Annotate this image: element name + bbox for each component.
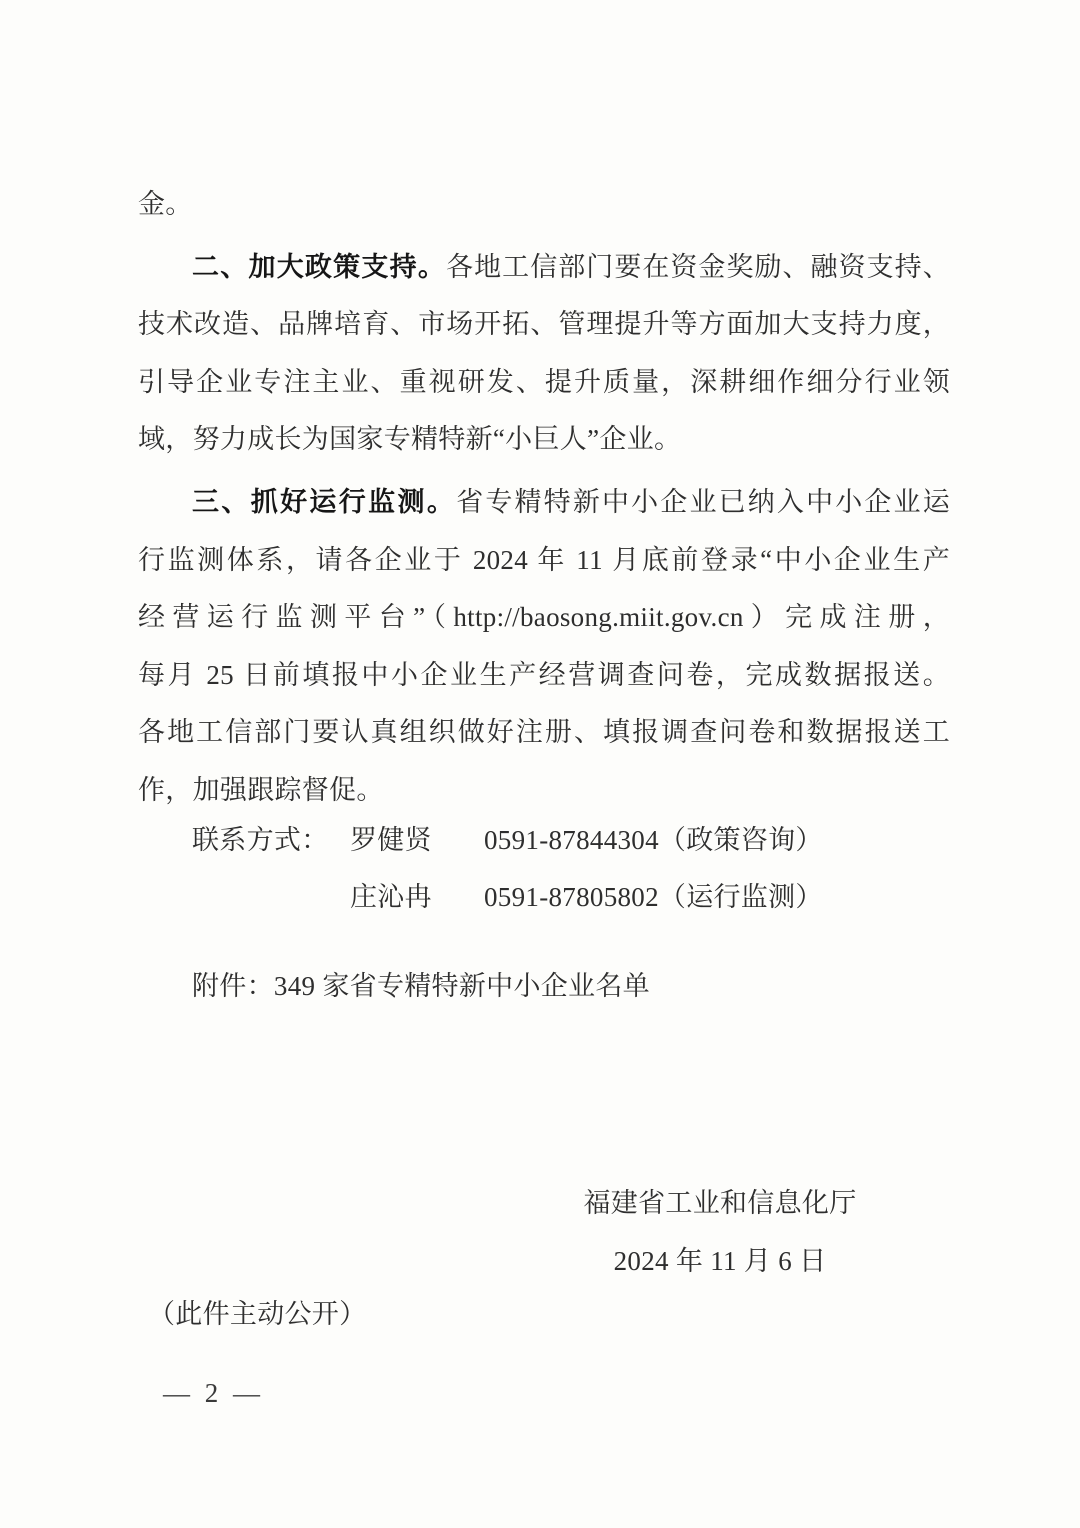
- paragraph-text: 省专精特新中小企业已纳入中小企业运: [456, 486, 950, 517]
- contact-detail: [484, 869, 950, 927]
- issue-date: 2024 年 11 月 6 日: [613, 1245, 827, 1276]
- document-body: [138, 176, 950, 1423]
- attachment-label: 附件：: [192, 970, 274, 1001]
- paragraph-line: 技术改造、品牌培育、市场开拓、管理提升等方面加大支持力度，: [138, 309, 950, 340]
- closing-block: [510, 1175, 930, 1290]
- contact-label-spacer: [192, 869, 350, 927]
- section-2-heading: 二、加大政策支持。: [192, 251, 447, 282]
- contact-block: [138, 812, 950, 927]
- contact-phone: 0591-87844304: [484, 824, 659, 855]
- paragraph-line: 每月 25 日前填报中小企业生产经营调查问卷，完成数据报送。: [138, 659, 950, 690]
- contact-row: [138, 812, 950, 870]
- paragraph-line: [138, 239, 950, 297]
- paragraph-line: [138, 474, 950, 532]
- paragraph-line: 作，加强跟踪督促。: [138, 774, 384, 805]
- section-2-paragraph: [138, 239, 950, 469]
- attachment-text: 349 家省专精特新中小企业名单: [273, 970, 650, 1001]
- section-3-paragraph: [138, 474, 950, 820]
- contact-detail: [484, 812, 950, 870]
- contact-name: 罗健贤: [350, 824, 432, 855]
- contact-note: （政策咨询）: [658, 824, 823, 855]
- attachment-line: [138, 958, 950, 1016]
- paragraph-line: 经营运行监测平台”（http://baosong.miit.gov.cn）完成注册，: [138, 602, 950, 633]
- paragraph-line: 行监测体系，请各企业于 2024 年 11 月底前登录“中小企业生产: [138, 544, 950, 575]
- contact-phone: 0591-87805802: [484, 882, 659, 913]
- section-3-heading: 三、抓好运行监测。: [192, 486, 457, 517]
- paragraph-line: 各地工信部门要认真组织做好注册、填报调查问卷和数据报送工: [138, 717, 950, 748]
- paragraph-line: 引导企业专注主业、重视研发、提升质量，深耕细作细分行业领: [138, 366, 950, 397]
- contact-note: （运行监测）: [658, 882, 823, 913]
- contact-label: 联系方式：: [192, 824, 329, 855]
- issuer-name: 福建省工业和信息化厅: [583, 1188, 857, 1219]
- contact-name: 庄沁冉: [350, 882, 432, 913]
- contact-row: [138, 869, 950, 927]
- disclosure-note: （此件主动公开）: [148, 1298, 367, 1329]
- carryover-line: 金。: [138, 189, 193, 219]
- paragraph-text: 各地工信部门要在资金奖励、融资支持、: [446, 251, 950, 282]
- page-number: — 2 —: [163, 1378, 264, 1409]
- paragraph-line: 域，努力成长为国家专精特新“小巨人”企业。: [138, 424, 682, 455]
